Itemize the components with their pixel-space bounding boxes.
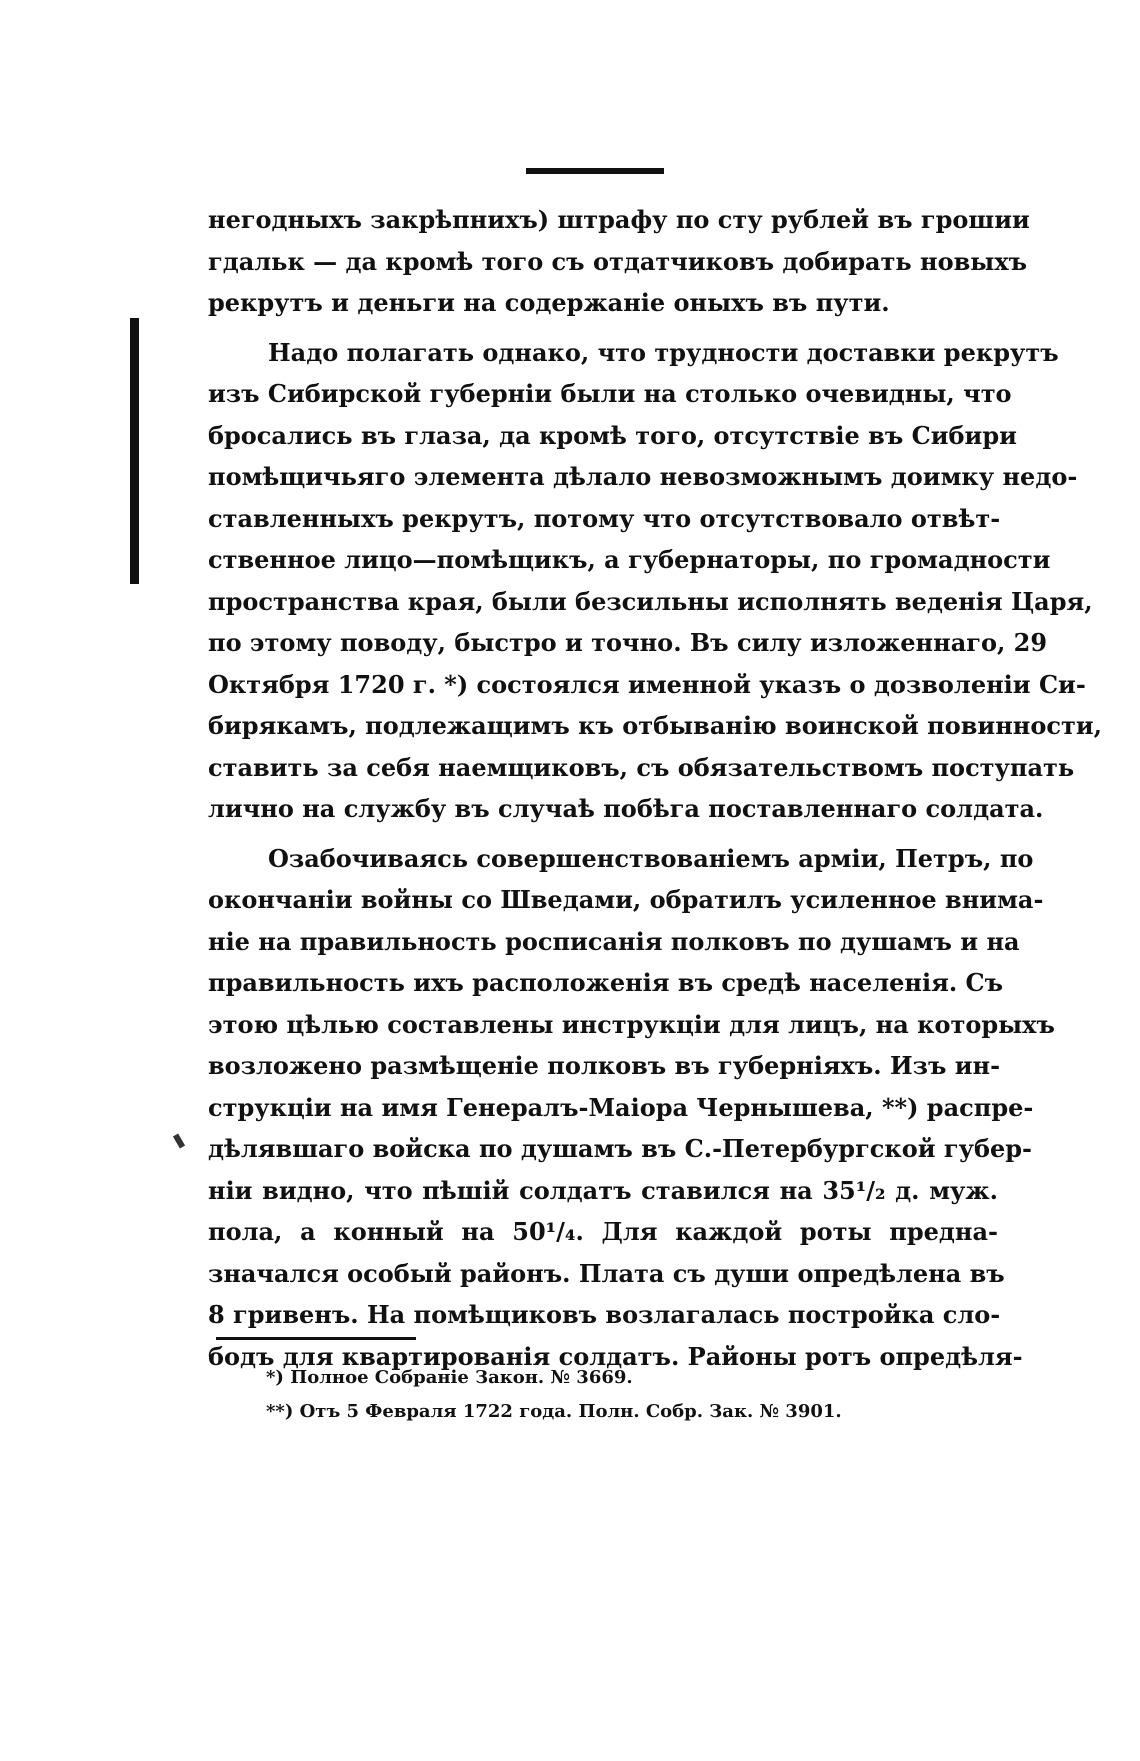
header-rule bbox=[526, 168, 664, 174]
text-line: по этому поводу, быстро и точно. Въ силу изложеннаго, 29 bbox=[208, 628, 1048, 657]
text-line: ніе на правильность росписанія полковъ по душамъ и на bbox=[208, 926, 1020, 956]
text-line: дѣлявшаго войска по душамъ въ С.-Петербургской губер- bbox=[208, 1134, 1032, 1163]
text-line: значался особый районъ. Плата съ души опредѣлена въ bbox=[208, 1258, 1005, 1288]
text-line: изъ Сибирской губерніи были на столько очевидны, что bbox=[208, 379, 1012, 408]
text-line: Озабочиваясь совершенствованіемъ арміи, Петръ, по bbox=[268, 843, 1034, 873]
footnote-2: **) Отъ 5 Февраля 1722 года. Полн. Собр. Зак. № 3901. bbox=[266, 1401, 842, 1422]
text-line: рекрутъ и деньги на содержаніе оныхъ въ пути. bbox=[208, 288, 890, 317]
text-line: этою цѣлью составлены инструкціи для лицъ, на которыхъ bbox=[208, 1009, 1055, 1039]
text-line: бросались въ глаза, да кромѣ того, отсутствіе въ Сибири bbox=[208, 420, 1017, 450]
text-line: пола, а конный на 50¹/₄. Для каждой роты предна- bbox=[208, 1217, 998, 1246]
text-line: бирякамъ, подлежащимъ къ отбыванію воинской повинности, bbox=[208, 711, 1103, 740]
text-line: окончаніи войны со Шведами, обратилъ усиленное внима- bbox=[208, 885, 1044, 914]
text-line: возложено размѣщеніе полковъ въ губерніяхъ. Изъ ин- bbox=[208, 1051, 1001, 1080]
text-line: ственное лицо—помѣщикъ, а губернаторы, по громадности bbox=[208, 545, 1051, 574]
text-line: негодныхъ закрѣпнихъ) штрафу по сту рублей въ грошии bbox=[208, 205, 1030, 234]
text-line: пространства края, были безсильны исполнять веденія Царя, bbox=[208, 586, 1093, 616]
text-line: струкціи на имя Генералъ-Маіора Чернышева, **) распре- bbox=[208, 1092, 1034, 1122]
footnote-1: *) Полное Собраніе Закон. № 3669. bbox=[266, 1367, 633, 1388]
margin-mark bbox=[130, 318, 139, 584]
text-line: бодъ для квартированія солдатъ. Районы ротъ опредѣля- bbox=[208, 1341, 1023, 1371]
text-line: Надо полагать однако, что трудности доставки рекрутъ bbox=[268, 337, 1059, 367]
footnote-rule bbox=[216, 1337, 416, 1340]
text-line: правильность ихъ расположенія въ средѣ населенія. Съ bbox=[208, 968, 1004, 997]
footnotes bbox=[266, 1361, 906, 1429]
text-line: гдальк — да кромѣ того съ отдатчиковъ добирать новыхъ bbox=[208, 246, 1028, 276]
margin-tick-mark bbox=[173, 1133, 185, 1148]
body-text bbox=[208, 199, 1103, 1377]
text-line: Октября 1720 г. *) состоялся именной указъ о дозволеніи Си- bbox=[208, 669, 1086, 699]
text-line: 8 гривенъ. На помѣщиковъ возлагалась постройка сло- bbox=[208, 1300, 1001, 1329]
text-line: ставленныхъ рекрутъ, потому что отсутствовало отвѣт- bbox=[208, 503, 1001, 533]
text-line: ставить за себя наемщиковъ, съ обязательствомъ поступать bbox=[208, 752, 1075, 782]
text-line: ніи видно, что пѣшій солдатъ ставился на 35¹/₂ д. муж. bbox=[208, 1175, 998, 1205]
text-line: лично на службу въ случаѣ побѣга поставленнаго солдата. bbox=[208, 794, 1044, 823]
text-line: помѣщичьяго элемента дѣлало невозможнымъ доимку недо- bbox=[208, 462, 1078, 491]
